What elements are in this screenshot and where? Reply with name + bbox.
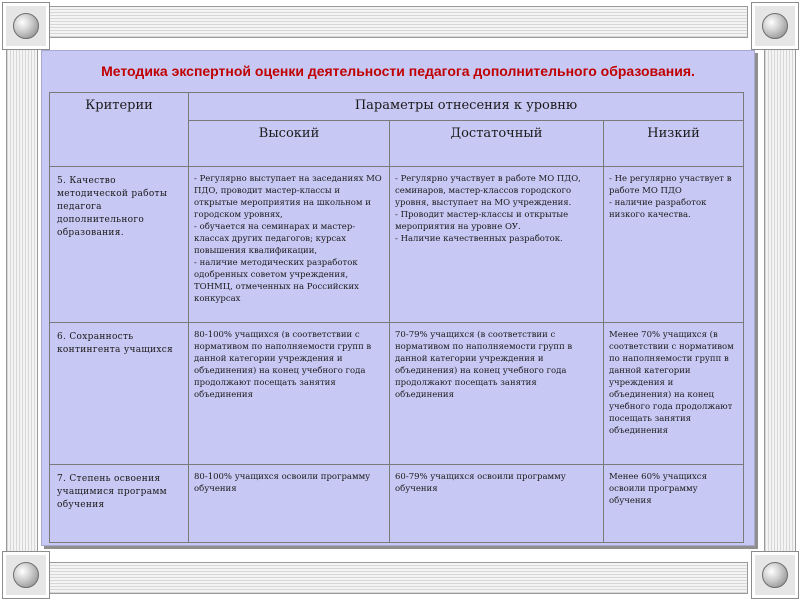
corner-bottom-left	[2, 551, 50, 599]
slide-panel	[41, 50, 755, 546]
rivet-icon	[762, 13, 788, 39]
cell-line: - Наличие качественных разработок.	[395, 234, 563, 244]
criterion-name: 5. Качество методической работы педагога дополнительного образования.	[50, 167, 189, 323]
corner-bottom-right	[751, 551, 799, 599]
cell-line: - обучается на семинарах и мастер-классах других педагогов; курсах повышения квалификации,	[194, 222, 356, 256]
cell-high	[189, 167, 390, 323]
header-level-high: Высокий	[189, 121, 390, 167]
table-row	[50, 465, 744, 543]
header-row	[50, 93, 744, 121]
cell-high	[189, 465, 390, 543]
criterion-name: 6. Сохранность контингента учащихся	[50, 323, 189, 465]
criteria-table	[49, 92, 744, 543]
frame-left-bar	[6, 46, 38, 552]
corner-top-right	[751, 2, 799, 50]
cell-line: - Не регулярно участвует в работе МО ПДО	[609, 174, 732, 196]
cell-sufficient	[390, 323, 604, 465]
header-params: Параметры отнесения к уровню	[189, 93, 744, 121]
criterion-name: 7. Степень освоения учащимися программ обучения	[50, 465, 189, 543]
cell-sufficient	[390, 465, 604, 543]
cell-sufficient	[390, 167, 604, 323]
slide-title: Методика экспертной оценки деятельности педагога дополнительного образования.	[101, 63, 695, 79]
cell-low	[604, 465, 744, 543]
cell-line: 70-79% учащихся (в соответствии с нормативом по наполняемости групп в данной категории учреждения и объединения) на конец учебного года продолжают посещать занятия объединения	[395, 330, 573, 400]
table-row	[50, 167, 744, 323]
header-level-low: Низкий	[604, 121, 744, 167]
cell-line: - наличие методических разработок одобренных советом учреждения, ТОНМЦ, отмеченных на Российских конкурсах	[194, 258, 359, 304]
rivet-icon	[13, 562, 39, 588]
cell-line: Менее 70% учащихся (в соответствии с нормативом по наполняемости групп в данной категории учреждения и объединения) на конец учебного года продолжают посещать занятия объединения	[609, 330, 734, 436]
cell-line: Менее 60% учащихся освоили программу обучения	[609, 472, 707, 506]
cell-line: - Проводит мастер-классы и открытые мероприятия на уровне ОУ.	[395, 210, 569, 232]
cell-line: - Регулярно выступает на заседаниях МО ПДО, проводит мастер-классы и открытые мероприятия на школьном и городском уровнях,	[194, 174, 382, 220]
rivet-icon	[13, 13, 39, 39]
cell-high	[189, 323, 390, 465]
cell-line: 60-79% учащихся освоили программу обучения	[395, 472, 566, 494]
corner-top-left	[2, 2, 50, 50]
header-criteria: Критерии	[50, 93, 189, 167]
cell-line: - Регулярно участвует в работе МО ПДО, семинаров, мастер-классов городского уровня, выступает на МО учреждения.	[395, 174, 581, 208]
cell-line: 80-100% учащихся (в соответствии с нормативом по наполняемости групп в данной категории учреждения и объединения) на конец учебного года продолжают посещать занятия объединения	[194, 330, 372, 400]
cell-line: 80-100% учащихся освоили программу обучения	[194, 472, 371, 494]
table-row	[50, 323, 744, 465]
rivet-icon	[762, 562, 788, 588]
frame-bottom-bar	[40, 562, 748, 594]
cell-low	[604, 167, 744, 323]
header-level-sufficient: Достаточный	[390, 121, 604, 167]
cell-line: - наличие разработок низкого качества.	[609, 198, 707, 220]
frame-top-bar	[40, 6, 748, 38]
cell-low	[604, 323, 744, 465]
frame-right-bar	[764, 46, 796, 552]
